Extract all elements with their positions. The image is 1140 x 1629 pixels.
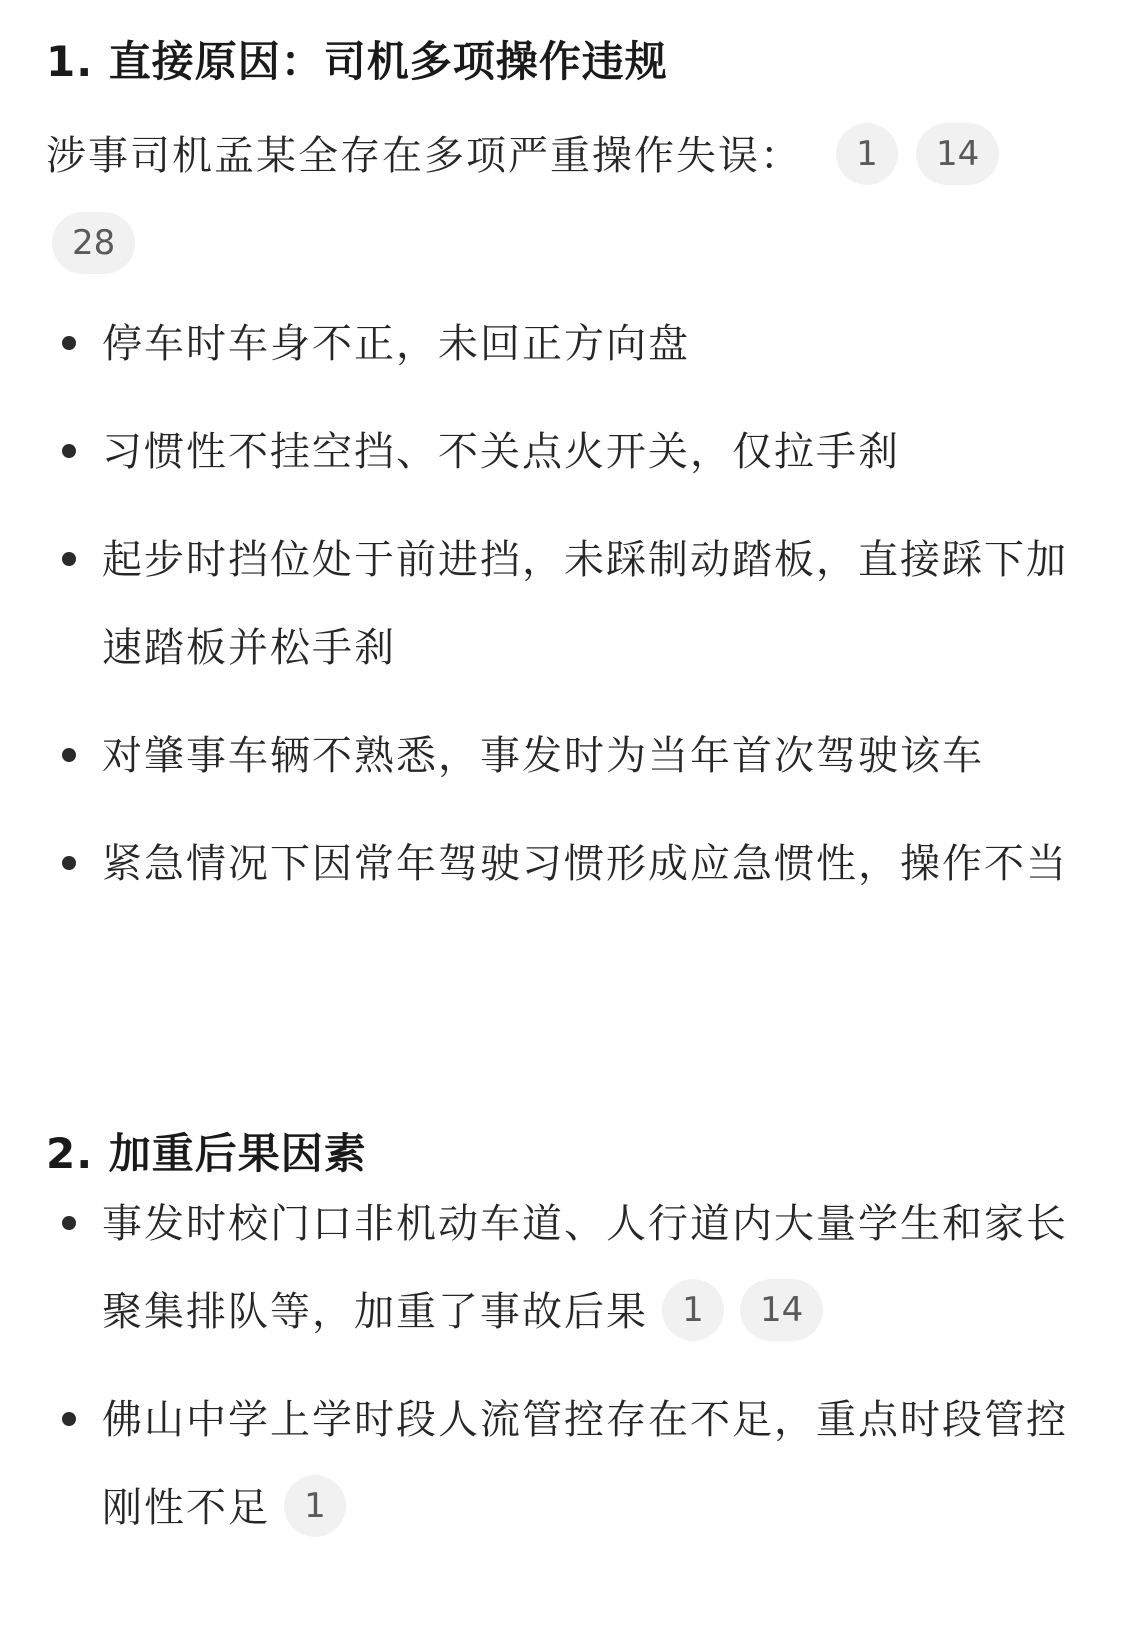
list-item-text: 事发时校门口非机动车道、人行道内大量学生和家长聚集排队等，加重了事故后果 bbox=[102, 1201, 1068, 1335]
section-2-heading: 2. 加重后果因素 bbox=[46, 1129, 367, 1178]
list-item bbox=[46, 408, 1096, 496]
bullet-dot-icon bbox=[62, 1412, 76, 1426]
bullet-dot-icon bbox=[62, 748, 76, 762]
list-item-text: 佛山中学上学时段人流管控存在不足，重点时段管控刚性不足 bbox=[102, 1397, 1068, 1531]
citation-badge[interactable]: 1 bbox=[836, 123, 898, 185]
list-item bbox=[46, 516, 1096, 692]
section-1-list bbox=[46, 300, 1096, 928]
list-item-text: 习惯性不挂空挡、不关点火开关，仅拉手刹 bbox=[102, 429, 900, 475]
bullet-dot-icon bbox=[62, 552, 76, 566]
list-item bbox=[46, 300, 1096, 388]
bullet-dot-icon bbox=[62, 1216, 76, 1230]
list-item-text: 停车时车身不正，未回正方向盘 bbox=[102, 321, 690, 367]
list-item bbox=[46, 1376, 1096, 1552]
bullet-dot-icon bbox=[62, 444, 76, 458]
bullet-dot-icon bbox=[62, 856, 76, 870]
list-item bbox=[46, 820, 1096, 908]
section-1-intro-text: 涉事司机孟某全存在多项严重操作失误： bbox=[46, 133, 802, 179]
section-2-list bbox=[46, 1180, 1096, 1572]
list-item-text: 对肇事车辆不熟悉，事发时为当年首次驾驶该车 bbox=[102, 733, 984, 779]
list-item-text: 起步时挡位处于前进挡，未踩制动踏板，直接踩下加速踏板并松手刹 bbox=[102, 537, 1068, 671]
list-item bbox=[46, 712, 1096, 800]
list-item bbox=[46, 1180, 1096, 1356]
citation-badge[interactable]: 28 bbox=[52, 212, 135, 274]
section-1-heading: 1. 直接原因：司机多项操作违规 bbox=[46, 37, 668, 86]
citation-badge[interactable]: 14 bbox=[916, 123, 999, 185]
citation-badge[interactable]: 1 bbox=[284, 1475, 346, 1537]
citation-badge[interactable]: 1 bbox=[662, 1279, 724, 1341]
list-item-text: 紧急情况下因常年驾驶习惯形成应急惯性，操作不当 bbox=[102, 841, 1068, 887]
section-1-intro bbox=[46, 112, 1096, 290]
bullet-dot-icon bbox=[62, 336, 76, 350]
citation-badge[interactable]: 14 bbox=[740, 1279, 823, 1341]
